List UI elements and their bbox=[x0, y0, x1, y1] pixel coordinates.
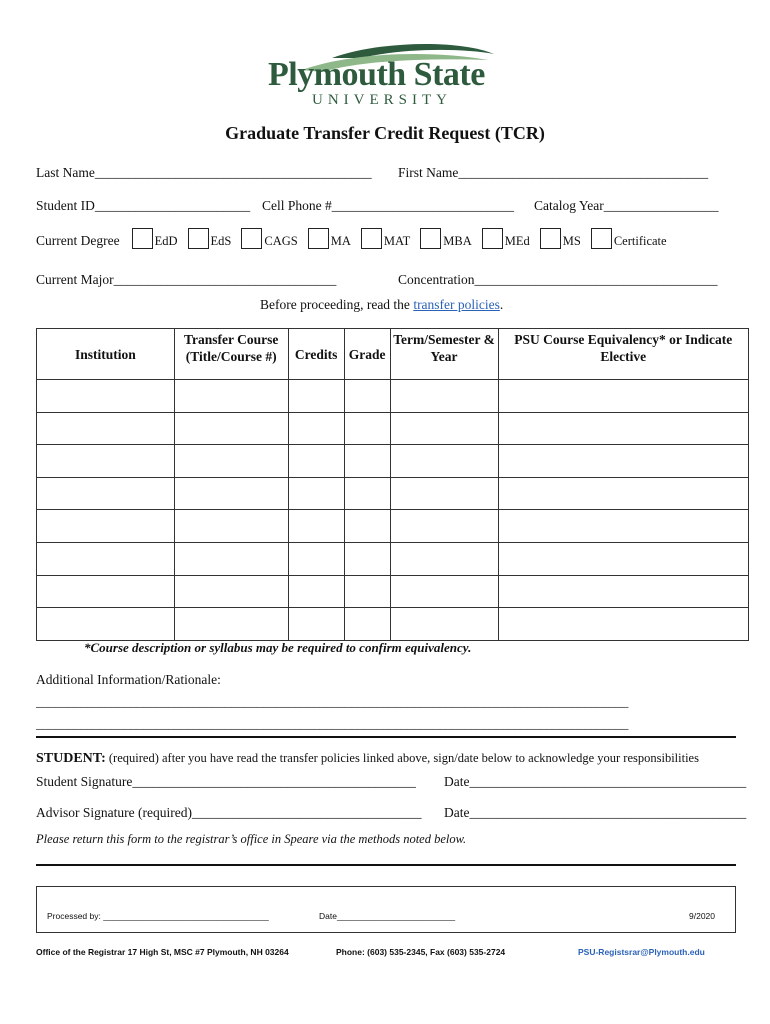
table-cell[interactable] bbox=[390, 380, 498, 413]
current-major-field[interactable]: Current Major_________________________________ bbox=[36, 272, 337, 287]
table-cell[interactable] bbox=[288, 445, 344, 478]
table-cell[interactable] bbox=[344, 412, 390, 445]
table-cell[interactable] bbox=[390, 477, 498, 510]
header-term: Term/Semester & Year bbox=[390, 329, 498, 380]
table-row bbox=[37, 477, 749, 510]
degree-checkbox-edd[interactable] bbox=[132, 228, 153, 249]
table-cell[interactable] bbox=[174, 575, 288, 608]
table-cell[interactable] bbox=[498, 510, 749, 543]
office-use-box bbox=[36, 886, 736, 933]
cell-phone-field[interactable]: Cell Phone #___________________________ bbox=[262, 198, 514, 213]
table-row bbox=[37, 412, 749, 445]
table-cell[interactable] bbox=[344, 445, 390, 478]
degree-label: MEd bbox=[504, 234, 530, 248]
form-version: 9/2020 bbox=[689, 911, 715, 921]
student-date-field[interactable]: Date_________________________________________ bbox=[444, 774, 747, 789]
degree-label: CAGS bbox=[264, 234, 298, 248]
degree-label: MS bbox=[562, 234, 581, 248]
degree-options bbox=[36, 228, 677, 249]
table-cell[interactable] bbox=[37, 445, 175, 478]
degree-label: MA bbox=[330, 234, 351, 248]
footnote: *Course description or syllabus may be required to confirm equivalency. bbox=[84, 640, 472, 655]
section-divider bbox=[36, 736, 736, 738]
table-cell[interactable] bbox=[288, 542, 344, 575]
degree-label: Certificate bbox=[613, 234, 667, 248]
table-cell[interactable] bbox=[498, 477, 749, 510]
additional-info-line[interactable]: ______________________________________________________________________________________________ bbox=[36, 716, 629, 731]
table-cell[interactable] bbox=[288, 510, 344, 543]
student-note bbox=[36, 751, 699, 767]
degree-checkbox-eds[interactable] bbox=[188, 228, 209, 249]
table-cell[interactable] bbox=[37, 542, 175, 575]
degree-checkbox-ma[interactable] bbox=[308, 228, 329, 249]
table-cell[interactable] bbox=[498, 412, 749, 445]
policy-text: Before proceeding, read the bbox=[260, 297, 414, 312]
table-row bbox=[37, 380, 749, 413]
degree-checkbox-ms[interactable] bbox=[540, 228, 561, 249]
student-id-field[interactable]: Student ID_______________________ bbox=[36, 198, 251, 213]
degree-checkbox-med[interactable] bbox=[482, 228, 503, 249]
office-address: Office of the Registrar 17 High St, MSC #7 Plymouth, NH 03264 bbox=[36, 947, 289, 957]
table-header-row bbox=[37, 329, 749, 380]
table-row bbox=[37, 542, 749, 575]
degree-checkbox-cags[interactable] bbox=[241, 228, 262, 249]
table-cell[interactable] bbox=[344, 575, 390, 608]
table-cell[interactable] bbox=[174, 477, 288, 510]
return-note: Please return this form to the registrar’s office in Speare via the methods noted below. bbox=[36, 832, 467, 846]
degree-label: EdD bbox=[154, 234, 178, 248]
table-cell[interactable] bbox=[37, 608, 175, 641]
office-phone: Phone: (603) 535-2345, Fax (603) 535-2724 bbox=[336, 947, 506, 957]
table-cell[interactable] bbox=[390, 445, 498, 478]
table-cell[interactable] bbox=[288, 380, 344, 413]
header-transfer-course: Transfer Course (Title/Course #) bbox=[174, 329, 288, 380]
table-cell[interactable] bbox=[344, 608, 390, 641]
header-credits: Credits bbox=[288, 329, 344, 380]
last-name-field[interactable]: Last Name_________________________________________ bbox=[36, 165, 372, 180]
catalog-year-field[interactable]: Catalog Year_________________ bbox=[534, 198, 719, 213]
table-cell[interactable] bbox=[498, 445, 749, 478]
degree-checkbox-certificate[interactable] bbox=[591, 228, 612, 249]
table-cell[interactable] bbox=[390, 510, 498, 543]
table-cell[interactable] bbox=[288, 412, 344, 445]
degree-label: MBA bbox=[443, 234, 472, 248]
table-cell[interactable] bbox=[37, 477, 175, 510]
processed-by-field[interactable]: Processed by: ___________________________________ bbox=[47, 911, 269, 921]
advisor-signature-field[interactable]: Advisor Signature (required)__________________________________ bbox=[36, 805, 422, 820]
degree-checkbox-mba[interactable] bbox=[420, 228, 441, 249]
table-cell[interactable] bbox=[344, 542, 390, 575]
current-degree-label: Current Degree bbox=[36, 233, 120, 248]
table-cell[interactable] bbox=[390, 542, 498, 575]
table-cell[interactable] bbox=[344, 510, 390, 543]
advisor-date-field[interactable]: Date_________________________________________ bbox=[444, 805, 747, 820]
policy-line bbox=[260, 297, 503, 313]
registrar-email-link[interactable]: PSU-Registsrar@Plymouth.edu bbox=[578, 947, 705, 957]
degree-checkbox-mat[interactable] bbox=[361, 228, 382, 249]
table-cell[interactable] bbox=[498, 380, 749, 413]
table-row bbox=[37, 510, 749, 543]
transfer-credits-table bbox=[36, 328, 749, 641]
table-cell[interactable] bbox=[390, 412, 498, 445]
logo-subtitle: UNIVERSITY bbox=[312, 92, 452, 108]
table-cell[interactable] bbox=[174, 510, 288, 543]
table-cell[interactable] bbox=[498, 575, 749, 608]
table-cell[interactable] bbox=[174, 542, 288, 575]
additional-info-label: Additional Information/Rationale: bbox=[36, 672, 221, 687]
table-cell[interactable] bbox=[37, 412, 175, 445]
header-grade: Grade bbox=[344, 329, 390, 380]
concentration-field[interactable]: Concentration____________________________________ bbox=[398, 272, 718, 287]
table-cell[interactable] bbox=[37, 510, 175, 543]
table-cell[interactable] bbox=[288, 608, 344, 641]
table-row bbox=[37, 608, 749, 641]
table-cell[interactable] bbox=[288, 575, 344, 608]
transfer-policies-link[interactable]: transfer policies bbox=[413, 297, 500, 312]
student-note-text: (required) after you have read the transfer policies linked above, sign/date below to acknowledge your responsibilities bbox=[105, 751, 699, 765]
table-cell[interactable] bbox=[390, 575, 498, 608]
form-title: Graduate Transfer Credit Request (TCR) bbox=[225, 123, 545, 143]
table-cell[interactable] bbox=[344, 380, 390, 413]
logo-wordmark: Plymouth State bbox=[268, 56, 485, 93]
table-cell[interactable] bbox=[498, 542, 749, 575]
header-institution: Institution bbox=[37, 329, 175, 380]
header-equivalency: PSU Course Equivalency* or Indicate Elective bbox=[498, 329, 749, 380]
first-name-field[interactable]: First Name_____________________________________ bbox=[398, 165, 709, 180]
table-cell[interactable] bbox=[174, 412, 288, 445]
table-cell[interactable] bbox=[344, 477, 390, 510]
student-signature-field[interactable]: Student Signature__________________________________________ bbox=[36, 774, 416, 789]
table-row bbox=[37, 575, 749, 608]
table-cell[interactable] bbox=[174, 380, 288, 413]
table-cell[interactable] bbox=[174, 608, 288, 641]
student-note-label: STUDENT: bbox=[36, 751, 106, 766]
table-cell[interactable] bbox=[37, 380, 175, 413]
degree-label: MAT bbox=[383, 234, 411, 248]
table-cell[interactable] bbox=[390, 608, 498, 641]
table-cell[interactable] bbox=[174, 445, 288, 478]
additional-info-line[interactable]: ______________________________________________________________________________________________ bbox=[36, 694, 629, 709]
section-divider bbox=[36, 864, 736, 866]
degree-label: EdS bbox=[210, 234, 232, 248]
policy-end: . bbox=[499, 297, 504, 312]
table-cell[interactable] bbox=[288, 477, 344, 510]
table-cell[interactable] bbox=[37, 575, 175, 608]
table-row bbox=[37, 445, 749, 478]
table-cell[interactable] bbox=[498, 608, 749, 641]
office-date-field[interactable]: Date_________________________ bbox=[319, 911, 456, 921]
